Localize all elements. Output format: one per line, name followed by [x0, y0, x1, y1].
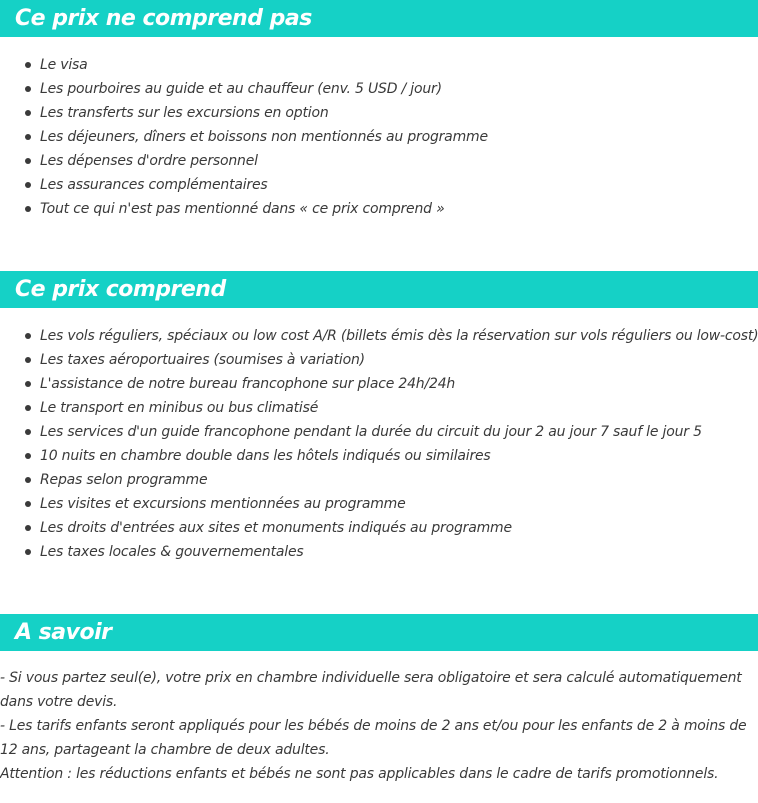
bullet-icon [25, 477, 31, 483]
list-item [0, 540, 758, 564]
bullet-icon [25, 158, 31, 164]
note-paragraph: Attention : les réductions enfants et bébés ne sont pas applicables dans le cadre de tarifs promotionnels. [0, 766, 719, 782]
list-item-text: Les dépenses d'ordre personnel [40, 153, 258, 169]
list-item [0, 53, 488, 77]
list-item-text: Les droits d'entrées aux sites et monuments indiqués au programme [40, 520, 512, 536]
bullet-icon [25, 381, 31, 387]
good-to-know-notes [0, 666, 758, 786]
list-item-text: Les pourboires au guide et au chauffeur (env. 5 USD / jour) [40, 81, 442, 97]
bullet-icon [25, 134, 31, 140]
section-title-included: Ce prix comprend [0, 271, 758, 308]
list-item [0, 516, 758, 540]
bullet-icon [25, 549, 31, 555]
bullet-icon [25, 429, 31, 435]
list-item-text: Les taxes locales & gouvernementales [40, 544, 304, 560]
bullet-icon [25, 357, 31, 363]
list-item-text: Les assurances complémentaires [40, 177, 268, 193]
list-item [0, 173, 488, 197]
bullet-icon [25, 110, 31, 116]
list-item-text: Le visa [40, 57, 88, 73]
list-item-text: Le transport en minibus ou bus climatisé [40, 400, 319, 416]
included-list [0, 324, 758, 564]
list-item [0, 149, 488, 173]
list-item-text: Les taxes aéroportuaires (soumises à variation) [40, 352, 365, 368]
list-item-text: L'assistance de notre bureau francophone sur place 24h/24h [40, 376, 456, 392]
list-item [0, 348, 758, 372]
list-item-text: Les déjeuners, dîners et boissons non mentionnés au programme [40, 129, 488, 145]
bullet-icon [25, 525, 31, 531]
bullet-icon [25, 62, 31, 68]
list-item [0, 197, 488, 221]
list-item-text: Repas selon programme [40, 472, 208, 488]
section-title-not-included: Ce prix ne comprend pas [0, 0, 758, 37]
list-item [0, 468, 758, 492]
list-item-text: Les vols réguliers, spéciaux ou low cost A/R (billets émis dès la réservation sur vols réguliers ou low-cost) [40, 328, 758, 344]
bullet-icon [25, 333, 31, 339]
note-paragraph: - Les tarifs enfants seront appliqués pour les bébés de moins de 2 ans et/ou pour les enfants de 2 à moins de 12 ans, partageant la chambre de deux adultes. [0, 718, 747, 758]
not-included-list [0, 53, 488, 221]
list-item [0, 77, 488, 101]
list-item-text: Les services d'un guide francophone pendant la durée du circuit du jour 2 au jour 7 sauf le jour 5 [40, 424, 702, 440]
bullet-icon [25, 206, 31, 212]
list-item-text: Les visites et excursions mentionnées au programme [40, 496, 406, 512]
list-item [0, 492, 758, 516]
bullet-icon [25, 86, 31, 92]
bullet-icon [25, 182, 31, 188]
list-item-text: Les transferts sur les excursions en option [40, 105, 329, 121]
list-item [0, 101, 488, 125]
list-item [0, 125, 488, 149]
section-title-good-to-know: A savoir [0, 614, 758, 651]
bullet-icon [25, 453, 31, 459]
list-item [0, 420, 758, 444]
list-item [0, 444, 758, 468]
list-item-text: 10 nuits en chambre double dans les hôtels indiqués ou similaires [40, 448, 491, 464]
bullet-icon [25, 501, 31, 507]
list-item [0, 396, 758, 420]
list-item [0, 324, 758, 348]
note-paragraph: - Si vous partez seul(e), votre prix en chambre individuelle sera obligatoire et sera calculé automatiquement dans votre devis. [0, 670, 742, 710]
list-item [0, 372, 758, 396]
bullet-icon [25, 405, 31, 411]
list-item-text: Tout ce qui n'est pas mentionné dans « ce prix comprend » [40, 201, 445, 217]
